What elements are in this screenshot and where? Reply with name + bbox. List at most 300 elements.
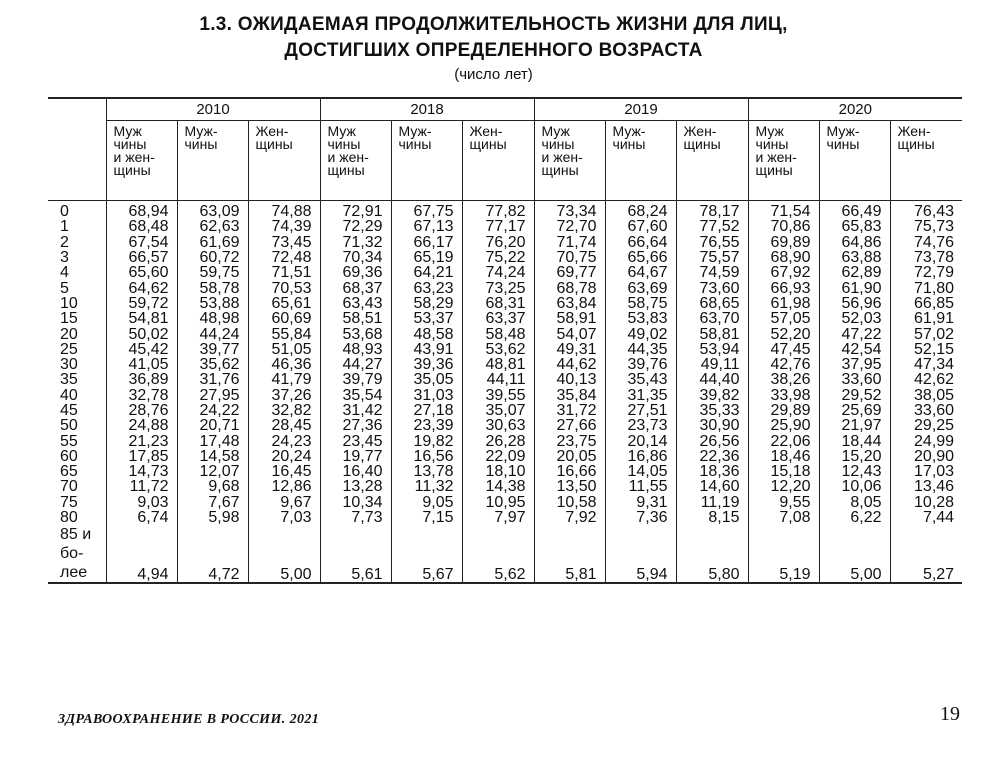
value-cell: 38,26 <box>748 372 819 387</box>
value-cell: 7,73 <box>320 510 391 525</box>
value-cell: 11,55 <box>605 479 676 494</box>
value-cell: 23,45 <box>320 433 391 448</box>
value-cell: 66,85 <box>890 296 962 311</box>
value-cell: 16,40 <box>320 464 391 479</box>
age-cell: 5 <box>60 279 69 297</box>
age-cell: 45 <box>60 402 78 419</box>
value-cell: 5,94 <box>605 525 676 583</box>
value-cell: 44,24 <box>177 326 248 341</box>
value-cell: 47,22 <box>819 326 890 341</box>
value-cell: 16,86 <box>605 449 676 464</box>
value-cell: 45,42 <box>106 342 177 357</box>
value-cell: 5,00 <box>819 525 890 583</box>
value-cell: 28,76 <box>106 403 177 418</box>
value-cell: 65,61 <box>248 296 320 311</box>
value-cell: 31,76 <box>177 372 248 387</box>
value-cell: 36,89 <box>106 372 177 387</box>
value-cell: 9,55 <box>748 495 819 510</box>
value-cell: 58,91 <box>534 311 605 326</box>
value-cell: 49,02 <box>605 326 676 341</box>
sex-header-row <box>48 121 962 201</box>
value-cell: 68,37 <box>320 280 391 295</box>
value-cell: 72,79 <box>890 265 962 280</box>
value-cell: 59,72 <box>106 296 177 311</box>
table-row <box>48 388 962 403</box>
table-row <box>48 265 962 280</box>
value-cell: 21,23 <box>106 433 177 448</box>
age-cell: 35 <box>60 371 78 389</box>
value-cell: 27,95 <box>177 388 248 403</box>
value-cell: 62,89 <box>819 265 890 280</box>
header-text-line: Муж- <box>826 123 860 139</box>
value-cell: 63,09 <box>177 201 248 220</box>
value-cell: 37,26 <box>248 388 320 403</box>
value-cell: 12,20 <box>748 479 819 494</box>
value-cell: 24,22 <box>177 403 248 418</box>
table-row <box>48 510 962 525</box>
value-cell: 63,37 <box>462 311 534 326</box>
value-cell: 76,55 <box>676 235 748 250</box>
value-cell: 39,55 <box>462 388 534 403</box>
value-cell: 7,67 <box>177 495 248 510</box>
age-cell: 50 <box>60 417 78 435</box>
value-cell: 66,57 <box>106 250 177 265</box>
value-cell: 58,81 <box>676 326 748 341</box>
value-cell: 61,91 <box>890 311 962 326</box>
value-cell: 35,07 <box>462 403 534 418</box>
value-cell: 72,48 <box>248 250 320 265</box>
header-text-line: Жен- <box>683 123 717 139</box>
value-cell: 12,43 <box>819 464 890 479</box>
value-cell: 7,03 <box>248 510 320 525</box>
value-cell: 65,66 <box>605 250 676 265</box>
value-cell: 54,07 <box>534 326 605 341</box>
age-cell: 4 <box>60 264 69 282</box>
value-cell: 10,28 <box>890 495 962 510</box>
value-cell: 11,32 <box>391 479 462 494</box>
value-cell: 55,84 <box>248 326 320 341</box>
header-corner <box>48 98 106 121</box>
value-cell: 67,54 <box>106 235 177 250</box>
age-text-line: лее <box>60 564 88 582</box>
value-cell: 58,29 <box>391 296 462 311</box>
value-cell: 37,95 <box>819 357 890 372</box>
footer-publication: ЗДРАВООХРАНЕНИЕ В РОССИИ. 2021 <box>58 712 320 727</box>
value-cell: 19,77 <box>320 449 391 464</box>
value-cell: 51,05 <box>248 342 320 357</box>
value-cell: 44,62 <box>534 357 605 372</box>
value-cell: 16,45 <box>248 464 320 479</box>
value-cell: 29,52 <box>819 388 890 403</box>
header-text-line: и жен- <box>327 149 369 165</box>
header-text-line: щины <box>469 136 507 152</box>
header-both-sexes <box>748 121 819 201</box>
value-cell: 39,77 <box>177 342 248 357</box>
value-cell: 35,43 <box>605 372 676 387</box>
value-cell: 24,99 <box>890 433 962 448</box>
value-cell: 11,19 <box>676 495 748 510</box>
value-cell: 5,61 <box>320 525 391 583</box>
page-number: 19 <box>940 703 960 725</box>
value-cell: 41,05 <box>106 357 177 372</box>
table-row <box>48 449 962 464</box>
value-cell: 39,36 <box>391 357 462 372</box>
value-cell: 64,67 <box>605 265 676 280</box>
header-men <box>819 121 890 201</box>
value-cell: 57,02 <box>890 326 962 341</box>
age-cell: 1 <box>60 218 69 236</box>
value-cell: 8,15 <box>676 510 748 525</box>
value-cell: 62,63 <box>177 219 248 234</box>
value-cell: 18,36 <box>676 464 748 479</box>
header-text-line: Муж- <box>184 123 218 139</box>
value-cell: 63,43 <box>320 296 391 311</box>
value-cell: 14,38 <box>462 479 534 494</box>
value-cell: 66,64 <box>605 235 676 250</box>
value-cell: 69,89 <box>748 235 819 250</box>
value-cell: 23,73 <box>605 418 676 433</box>
age-text-line: бо- <box>60 545 84 563</box>
table-row <box>48 219 962 234</box>
value-cell: 20,24 <box>248 449 320 464</box>
header-women <box>248 121 320 201</box>
value-cell: 66,17 <box>391 235 462 250</box>
value-cell: 76,20 <box>462 235 534 250</box>
value-cell: 76,43 <box>890 201 962 220</box>
age-cell: 20 <box>60 325 78 343</box>
value-cell: 14,73 <box>106 464 177 479</box>
table-row <box>48 433 962 448</box>
value-cell: 20,71 <box>177 418 248 433</box>
value-cell: 31,35 <box>605 388 676 403</box>
value-cell: 73,78 <box>890 250 962 265</box>
year-header: 2019 <box>534 98 748 121</box>
value-cell: 64,86 <box>819 235 890 250</box>
age-cell: 2 <box>60 233 69 251</box>
table-row <box>48 495 962 510</box>
header-text-line: щины <box>541 162 579 178</box>
value-cell: 67,60 <box>605 219 676 234</box>
table-body <box>48 201 962 584</box>
value-cell: 67,92 <box>748 265 819 280</box>
value-cell: 19,82 <box>391 433 462 448</box>
value-cell: 50,02 <box>106 326 177 341</box>
value-cell: 39,82 <box>676 388 748 403</box>
value-cell: 69,36 <box>320 265 391 280</box>
header-text-line: и жен- <box>541 149 583 165</box>
value-cell: 31,03 <box>391 388 462 403</box>
value-cell: 58,51 <box>320 311 391 326</box>
header-text-line: Муж <box>755 123 784 139</box>
table-row <box>48 479 962 494</box>
age-cell: 15 <box>60 310 78 328</box>
value-cell: 52,03 <box>819 311 890 326</box>
value-cell: 44,40 <box>676 372 748 387</box>
value-cell: 44,35 <box>605 342 676 357</box>
value-cell: 71,80 <box>890 280 962 295</box>
value-cell: 63,70 <box>676 311 748 326</box>
header-text-line: щины <box>327 162 365 178</box>
value-cell: 72,91 <box>320 201 391 220</box>
value-cell: 74,88 <box>248 201 320 220</box>
value-cell: 74,39 <box>248 219 320 234</box>
value-cell: 77,52 <box>676 219 748 234</box>
value-cell: 70,34 <box>320 250 391 265</box>
value-cell: 58,78 <box>177 280 248 295</box>
value-cell: 20,05 <box>534 449 605 464</box>
value-cell: 65,19 <box>391 250 462 265</box>
age-cell: 80 <box>60 509 78 527</box>
value-cell: 5,27 <box>890 525 962 583</box>
value-cell: 68,90 <box>748 250 819 265</box>
header-both-sexes <box>534 121 605 201</box>
header-text-line: Жен- <box>469 123 503 139</box>
header-corner <box>48 121 106 201</box>
value-cell: 53,94 <box>676 342 748 357</box>
header-men <box>391 121 462 201</box>
value-cell: 7,15 <box>391 510 462 525</box>
value-cell: 15,18 <box>748 464 819 479</box>
age-cell: 0 <box>60 203 69 221</box>
value-cell: 30,63 <box>462 418 534 433</box>
value-cell: 16,56 <box>391 449 462 464</box>
value-cell: 71,54 <box>748 201 819 220</box>
age-cell: 40 <box>60 386 78 404</box>
value-cell: 18,46 <box>748 449 819 464</box>
table-row <box>48 418 962 433</box>
header-text-line: Муж <box>113 123 142 139</box>
table-title-line-2: ДОСТИГШИХ ОПРЕДЕЛЕННОГО ВОЗРАСТА <box>284 40 703 61</box>
value-cell: 58,75 <box>605 296 676 311</box>
header-text-line: щины <box>683 136 721 152</box>
value-cell: 24,88 <box>106 418 177 433</box>
value-cell: 63,88 <box>819 250 890 265</box>
header-text-line: чины <box>398 136 432 152</box>
value-cell: 5,67 <box>391 525 462 583</box>
value-cell: 66,49 <box>819 201 890 220</box>
value-cell: 53,37 <box>391 311 462 326</box>
value-cell: 10,06 <box>819 479 890 494</box>
value-cell: 13,50 <box>534 479 605 494</box>
value-cell: 9,67 <box>248 495 320 510</box>
value-cell: 35,84 <box>534 388 605 403</box>
value-cell: 73,25 <box>462 280 534 295</box>
header-text-line: чины <box>755 136 789 152</box>
value-cell: 5,81 <box>534 525 605 583</box>
value-cell: 49,31 <box>534 342 605 357</box>
value-cell: 7,08 <box>748 510 819 525</box>
value-cell: 77,17 <box>462 219 534 234</box>
value-cell: 23,75 <box>534 433 605 448</box>
value-cell: 53,62 <box>462 342 534 357</box>
value-cell: 42,62 <box>890 372 962 387</box>
value-cell: 9,68 <box>177 479 248 494</box>
value-cell: 23,39 <box>391 418 462 433</box>
header-women <box>676 121 748 201</box>
value-cell: 5,98 <box>177 510 248 525</box>
value-cell: 17,85 <box>106 449 177 464</box>
value-cell: 61,90 <box>819 280 890 295</box>
header-text-line: щины <box>255 136 293 152</box>
value-cell: 57,05 <box>748 311 819 326</box>
value-cell: 44,27 <box>320 357 391 372</box>
value-cell: 63,84 <box>534 296 605 311</box>
value-cell: 6,22 <box>819 510 890 525</box>
value-cell: 47,45 <box>748 342 819 357</box>
header-text-line: Жен- <box>897 123 931 139</box>
value-cell: 70,53 <box>248 280 320 295</box>
value-cell: 22,06 <box>748 433 819 448</box>
value-cell: 10,34 <box>320 495 391 510</box>
value-cell: 43,91 <box>391 342 462 357</box>
age-cell: 70 <box>60 478 78 496</box>
value-cell: 27,18 <box>391 403 462 418</box>
value-cell: 22,09 <box>462 449 534 464</box>
value-cell: 33,60 <box>890 403 962 418</box>
value-cell: 30,90 <box>676 418 748 433</box>
value-cell: 59,75 <box>177 265 248 280</box>
value-cell: 26,56 <box>676 433 748 448</box>
header-women <box>890 121 962 201</box>
header-text-line: щины <box>897 136 935 152</box>
year-header-row <box>48 98 962 121</box>
value-cell: 5,80 <box>676 525 748 583</box>
value-cell: 7,44 <box>890 510 962 525</box>
value-cell: 10,95 <box>462 495 534 510</box>
value-cell: 39,76 <box>605 357 676 372</box>
value-cell: 5,00 <box>248 525 320 583</box>
value-cell: 67,75 <box>391 201 462 220</box>
value-cell: 71,74 <box>534 235 605 250</box>
value-cell: 20,14 <box>605 433 676 448</box>
value-cell: 73,45 <box>248 235 320 250</box>
table-row <box>48 342 962 357</box>
value-cell: 48,93 <box>320 342 391 357</box>
header-both-sexes <box>106 121 177 201</box>
value-cell: 74,76 <box>890 235 962 250</box>
value-cell: 58,48 <box>462 326 534 341</box>
header-text-line: Муж <box>327 123 356 139</box>
value-cell: 17,03 <box>890 464 962 479</box>
value-cell: 29,25 <box>890 418 962 433</box>
value-cell: 42,54 <box>819 342 890 357</box>
value-cell: 7,92 <box>534 510 605 525</box>
table-row <box>48 326 962 341</box>
table-row <box>48 280 962 295</box>
value-cell: 72,29 <box>320 219 391 234</box>
value-cell: 67,13 <box>391 219 462 234</box>
value-cell: 64,21 <box>391 265 462 280</box>
header-text-line: Муж- <box>612 123 646 139</box>
value-cell: 22,36 <box>676 449 748 464</box>
table-row <box>48 464 962 479</box>
value-cell: 68,48 <box>106 219 177 234</box>
header-text-line: Муж <box>541 123 570 139</box>
table-row <box>48 296 962 311</box>
value-cell: 70,86 <box>748 219 819 234</box>
age-cell: 25 <box>60 340 78 358</box>
value-cell: 14,60 <box>676 479 748 494</box>
value-cell: 24,23 <box>248 433 320 448</box>
value-cell: 48,81 <box>462 357 534 372</box>
age-text-line: 85 и <box>60 526 92 544</box>
value-cell: 35,54 <box>320 388 391 403</box>
value-cell: 44,11 <box>462 372 534 387</box>
value-cell: 61,69 <box>177 235 248 250</box>
value-cell: 7,97 <box>462 510 534 525</box>
value-cell: 54,81 <box>106 311 177 326</box>
header-text-line: Муж- <box>398 123 432 139</box>
value-cell: 15,20 <box>819 449 890 464</box>
value-cell: 31,72 <box>534 403 605 418</box>
value-cell: 73,60 <box>676 280 748 295</box>
value-cell: 7,36 <box>605 510 676 525</box>
value-cell: 25,90 <box>748 418 819 433</box>
value-cell: 66,93 <box>748 280 819 295</box>
value-cell: 25,69 <box>819 403 890 418</box>
table-row <box>48 357 962 372</box>
value-cell: 41,79 <box>248 372 320 387</box>
value-cell: 61,98 <box>748 296 819 311</box>
year-header: 2010 <box>106 98 320 121</box>
header-men <box>177 121 248 201</box>
value-cell: 48,98 <box>177 311 248 326</box>
value-cell: 64,62 <box>106 280 177 295</box>
value-cell: 11,72 <box>106 479 177 494</box>
value-cell: 68,94 <box>106 201 177 220</box>
header-text-line: чины <box>184 136 218 152</box>
value-cell: 29,89 <box>748 403 819 418</box>
value-cell: 72,70 <box>534 219 605 234</box>
table-row <box>48 201 962 220</box>
value-cell: 78,17 <box>676 201 748 220</box>
value-cell: 35,62 <box>177 357 248 372</box>
age-cell: 30 <box>60 356 78 374</box>
value-cell: 68,78 <box>534 280 605 295</box>
header-men <box>605 121 676 201</box>
value-cell: 17,48 <box>177 433 248 448</box>
value-cell: 71,51 <box>248 265 320 280</box>
table-subtitle: (число лет) <box>454 66 533 83</box>
value-cell: 14,05 <box>605 464 676 479</box>
value-cell: 32,82 <box>248 403 320 418</box>
header-text-line: чины <box>327 136 361 152</box>
header-text-line: и жен- <box>755 149 797 165</box>
value-cell: 14,58 <box>177 449 248 464</box>
value-cell: 28,45 <box>248 418 320 433</box>
value-cell: 56,96 <box>819 296 890 311</box>
header-text-line: и жен- <box>113 149 155 165</box>
header-text-line: щины <box>113 162 151 178</box>
table-row <box>48 372 962 387</box>
value-cell: 39,79 <box>320 372 391 387</box>
value-cell: 47,34 <box>890 357 962 372</box>
value-cell: 74,24 <box>462 265 534 280</box>
header-text-line: чины <box>612 136 646 152</box>
age-cell: 10 <box>60 294 78 312</box>
value-cell: 60,72 <box>177 250 248 265</box>
value-cell: 9,31 <box>605 495 676 510</box>
value-cell: 26,28 <box>462 433 534 448</box>
value-cell: 63,69 <box>605 280 676 295</box>
life-expectancy-table <box>48 97 962 584</box>
value-cell: 48,58 <box>391 326 462 341</box>
table-row <box>48 235 962 250</box>
header-text-line: чины <box>541 136 575 152</box>
value-cell: 71,32 <box>320 235 391 250</box>
value-cell: 13,28 <box>320 479 391 494</box>
table-row <box>48 403 962 418</box>
